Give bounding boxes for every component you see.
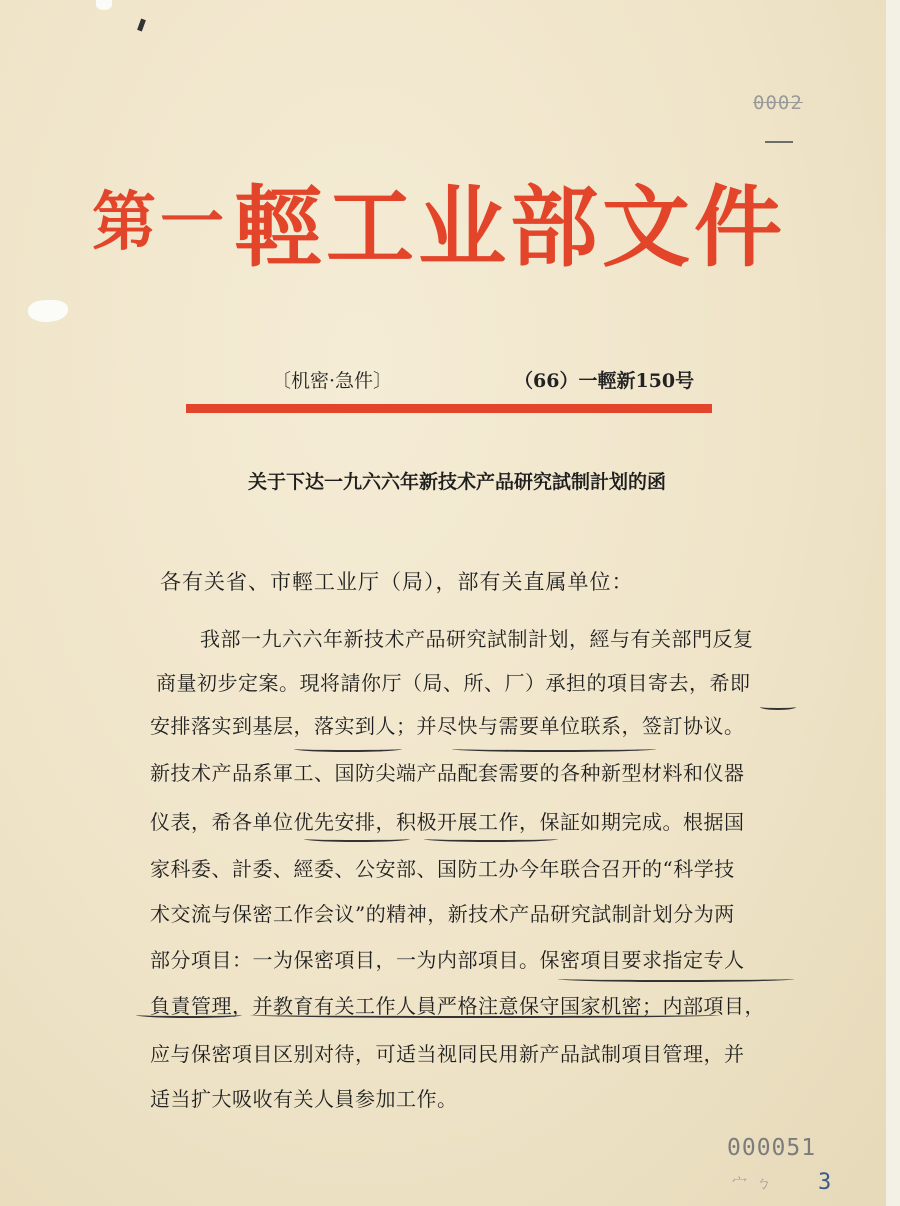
underline-mark <box>452 746 656 752</box>
document-subject: 关于下达一九六六年新技术产品研究試制計划的函 <box>248 471 667 493</box>
body-line: 負責管理，并教育有关工作人員严格注意保守国家机密；内部項目， <box>150 994 765 1018</box>
paper-edge <box>886 0 900 1206</box>
underline-mark <box>304 836 410 842</box>
document-code: （66）一輕新150号 <box>514 370 695 392</box>
body-line: 术交流与保密工作会议”的精神，新技术产品研究試制計划分为两 <box>150 902 735 926</box>
title-rest: 輕工业部文件 <box>234 176 787 279</box>
underline-mark <box>760 704 796 710</box>
archive-stamp-page: 3 <box>818 1170 832 1195</box>
underline-mark <box>136 1012 242 1018</box>
body-line: 仪表，希各单位优先安排，积极开展工作，保証如期完成。根据国 <box>150 810 745 834</box>
body-line: 适当扩大吸收有关人員参加工作。 <box>150 1087 458 1111</box>
red-rule-divider <box>186 404 712 413</box>
underline-mark <box>424 836 558 842</box>
body-line: 应与保密項目区别对待，可适当视同民用新产品試制項目管理，并 <box>150 1042 745 1066</box>
archive-dash <box>765 141 793 143</box>
title-first-char: 第一 <box>92 186 228 260</box>
underline-mark <box>294 746 402 752</box>
body-line: 部分項目：一为保密項目，一为内部項目。保密項目要求指定专人 <box>150 948 745 972</box>
document-title <box>92 168 787 288</box>
archive-number: 0002 <box>753 92 803 114</box>
body-line: 商量初步定案。現将請你厅（局、所、厂）承担的項目寄去，希即 <box>156 671 751 695</box>
archive-stamp-marks: 宀 ㄅ <box>732 1174 772 1192</box>
underline-mark <box>250 1012 720 1018</box>
archive-stamp-number: 000051 <box>727 1135 817 1161</box>
body-line: 家科委、計委、經委、公安部、国防工办今年联合召开的“科学技 <box>150 857 735 881</box>
paper-tear-top <box>96 0 112 10</box>
underline-mark <box>558 976 794 982</box>
addressee: 各有关省、市輕工业厅（局），部有关直属单位： <box>160 570 634 594</box>
classification-label: 〔机密·急件〕 <box>272 370 393 392</box>
body-line: 新技术产品系軍工、国防尖端产品配套需要的各种新型材料和仪器 <box>150 761 745 785</box>
body-line: 我部一九六六年新技术产品研究試制計划，經与有关部門反复 <box>200 627 754 651</box>
body-line: 安排落实到基层，落实到人；并尽快与需要单位联系，签訂协议。 <box>150 714 745 738</box>
